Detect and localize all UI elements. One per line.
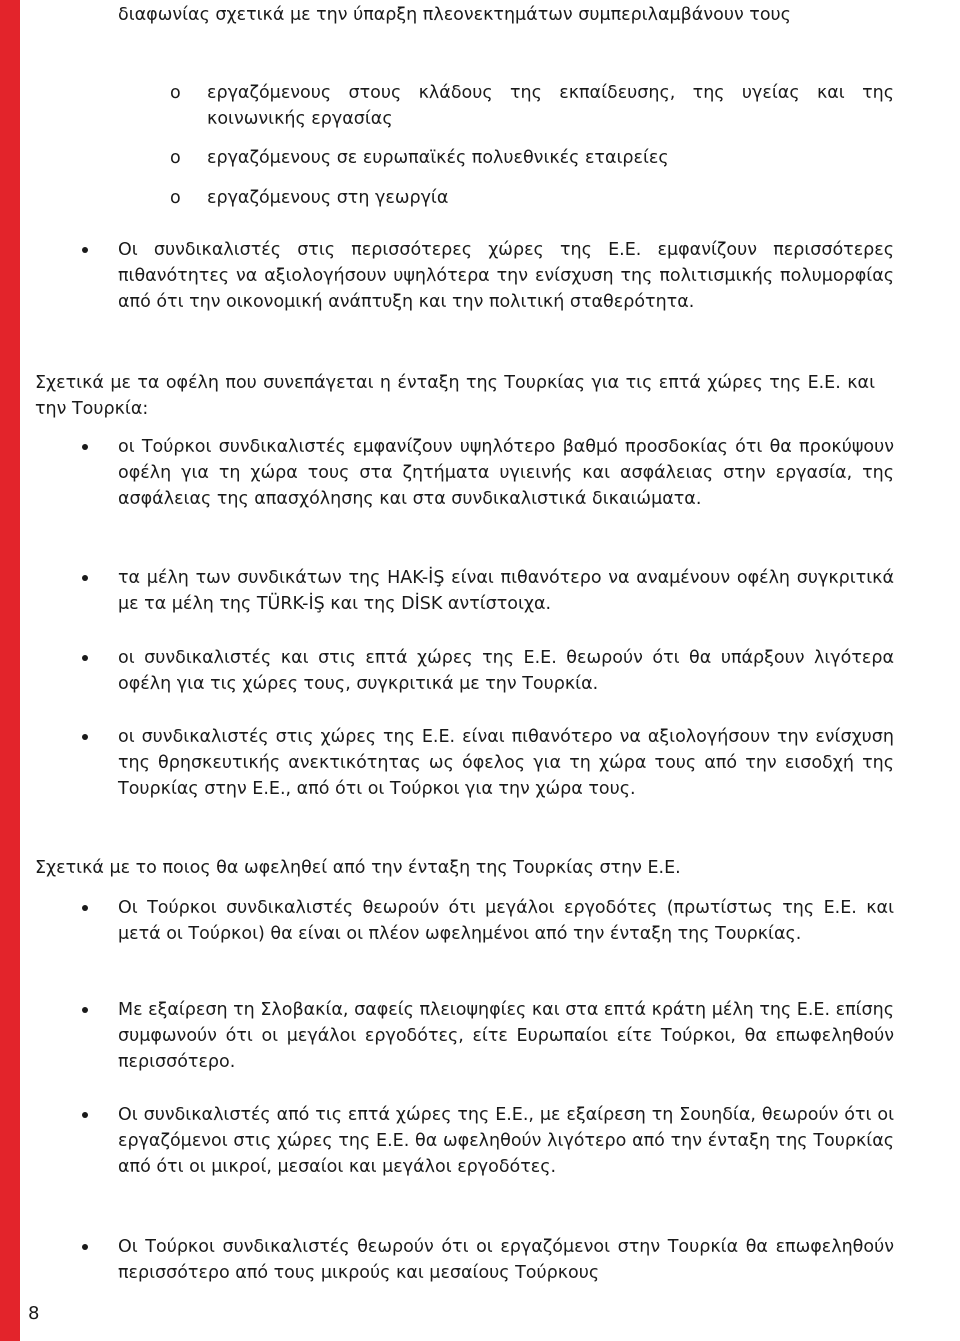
heading-beneficiaries: Σχετικά με το ποιος θα ωφεληθεί από την ένταξη της Τουρκίας στην Ε.Ε. [35,858,681,878]
sub-item-3: εργαζόμενους στη γεωργία [207,188,449,208]
bullet-dot [82,655,88,661]
list2-item-1: Οι Τούρκοι συνδικαλιστές θεωρούν ότι μεγάλοι εργοδότες (πρωτίστως της Ε.Ε. και μετά οι Τούρκοι) θα είναι οι πλέον ωφελημένοι από την ένταξη της Τουρκίας. [118,898,894,944]
sub-item-1: εργαζόμενους στους κλάδους της εκπαίδευσης, της υγείας και της κοινωνικής εργασίας [207,83,894,129]
list2-item-2: Με εξαίρεση τη Σλοβακία, σαφείς πλειοψηφίες και στα επτά κράτη μέλη της Ε.Ε. επίσης συμφωνούν ότι οι μεγάλοι εργοδότες, είτε Ευρωπαίοι είτε Τούρκοι, θα επωφεληθούν περισσότερο. [118,1000,894,1072]
intro-continuation: διαφωνίας σχετικά με την ύπαρξη πλεονεκτημάτων συμπεριλαμβάνουν τους [118,5,791,25]
list1-item-1: οι Τούρκοι συνδικαλιστές εμφανίζουν υψηλότερο βαθμό προσδοκίας ότι θα προκύψουν οφέλη για τη χώρα τους στα ζητήματα υγιεινής και ασφάλειας στην εργασία, της ασφάλειας της απασχόλησης και στα συνδικαλιστικά δικαιώματα. [118,437,894,509]
page-number: 8 [28,1303,40,1324]
bullet-dot [82,444,88,450]
list2-item-4: Οι Τούρκοι συνδικαλιστές θεωρούν ότι οι εργαζόμενοι στην Τουρκία θα επωφεληθούν περισσότερο από τους μικρούς και μεσαίους Τούρκους [118,1237,894,1283]
bullet-dot [82,734,88,740]
list1-item-3: οι συνδικαλιστές και στις επτά χώρες της Ε.Ε. θεωρούν ότι θα υπάρξουν λιγότερα οφέλη για τις χώρες τους, συγκριτικά με την Τουρκία. [118,648,894,694]
sub-marker-2: o [170,148,181,168]
bullet-first: Οι συνδικαλιστές στις περισσότερες χώρες της Ε.Ε. εμφανίζουν περισσότερες πιθανότητες να αξιολογήσουν υψηλότερα την ενίσχυση της πολιτισμικής πολυμορφίας από ότι την οικονομική ανάπτυξη και την πολιτική σταθερότητα. [118,240,894,312]
bullet-dot [82,1007,88,1013]
red-margin-bar [0,0,20,1341]
bullet-dot [82,247,88,253]
sub-marker-1: o [170,83,181,103]
bullet-dot [82,1112,88,1118]
bullet-dot [82,1244,88,1250]
sub-item-2: εργαζόμενους σε ευρωπαϊκές πολυεθνικές εταιρείες [207,148,669,168]
list1-item-2: τα μέλη των συνδικάτων της HAK-İŞ είναι πιθανότερο να αναμένουν οφέλη συγκριτικά με τα μέλη της TÜRK-İŞ και της DİSK αντίστοιχα. [118,568,894,614]
bullet-dot [82,905,88,911]
bullet-dot [82,575,88,581]
heading-benefits: Σχετικά με τα οφέλη που συνεπάγεται η ένταξη της Τουρκίας για τις επτά χώρες της Ε.Ε. και την Τουρκία: [35,373,875,419]
sub-marker-3: o [170,188,181,208]
list2-item-3: Οι συνδικαλιστές από τις επτά χώρες της Ε.Ε., με εξαίρεση τη Σουηδία, θεωρούν ότι οι εργαζόμενοι στις χώρες της Ε.Ε. θα ωφεληθούν λιγότερο από την ένταξη της Τουρκίας από ότι οι μικροί, μεσαίοι και μεγάλοι εργοδότες. [118,1105,894,1177]
list1-item-4: οι συνδικαλιστές στις χώρες της Ε.Ε. είναι πιθανότερο να αξιολογήσουν την ενίσχυση της θρησκευτικής ανεκτικότητας ως όφελος για τη χώρα τους από την εισοδχή της Τουρκίας στην Ε.Ε., από ότι οι Τούρκοι για την χώρα τους. [118,727,894,799]
